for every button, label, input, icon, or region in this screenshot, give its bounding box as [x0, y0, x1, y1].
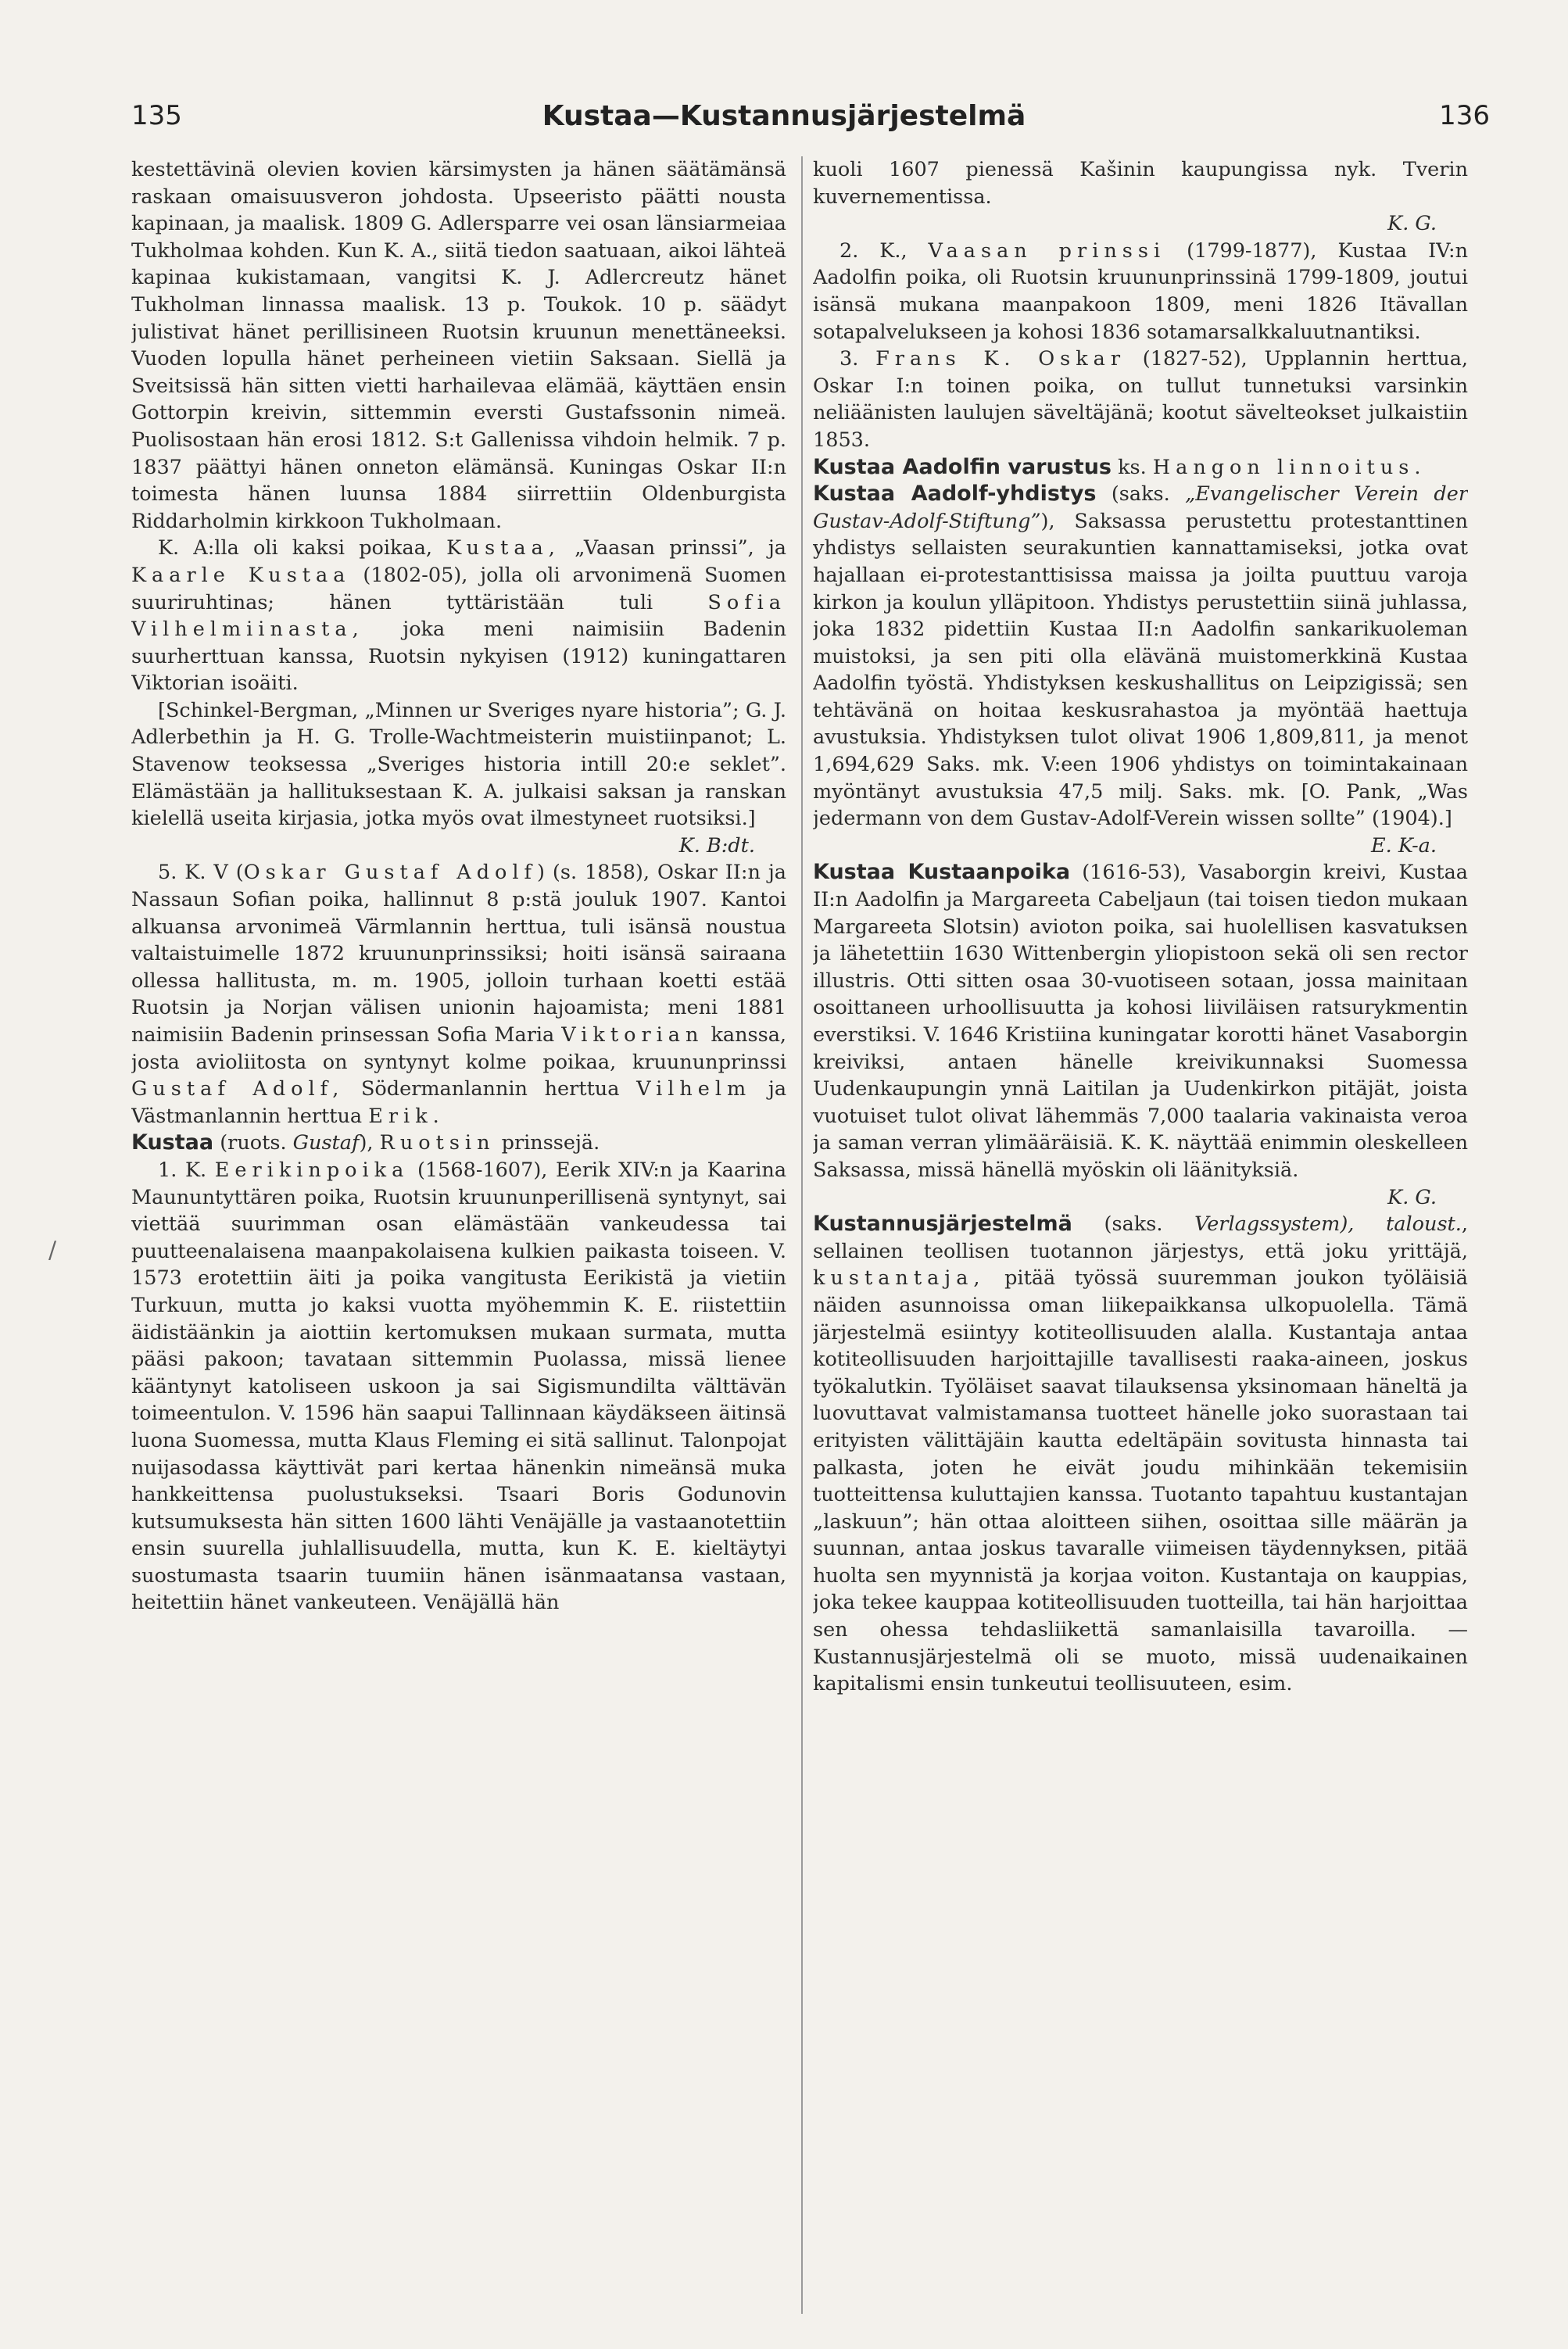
entry-heading: Kustaa Aadolfin varustus	[813, 454, 1112, 479]
entry-kustaa-aadolfin-varustus: Kustaa Aadolfin varustus ks. Hangon linnoitus.	[813, 454, 1427, 479]
paragraph: 2. K., Vaasan prinssi (1799-1877), Kustaa IV:n Aadolfin poika, oli Ruotsin kruununprinssinä 1799-1809, joutui isänsä mukana maanpakoon 1809, meni 1826 Itävallan sotapalvelukseen ja kohosi 1836 sotamarsalkkaluutnantiksi.	[813, 238, 1468, 344]
page-header	[0, 100, 1568, 147]
margin-mark: /	[48, 1237, 57, 1264]
paragraph: 3. Frans K. Oskar (1827-52), Upplannin herttua, Oskar I:n toinen poika, on tullut tunnetuksi varsinkin neliäänisten laulujen säveltäjänä; kootut sävelteokset julkaistiin 1853.	[813, 347, 1468, 452]
entry-kustaa: Kustaa (ruots. Gustaf), Ruotsin prinssejä.	[131, 1130, 600, 1155]
column-divider	[801, 156, 803, 2314]
right-column	[813, 156, 1468, 2322]
paragraph: kestettävinä olevien kovien kärsimysten ja hänen säätämänsä raskaan omaisuusveron johdosta. Upseeristo päätti nousta kapinaan, ja maalisk. 1809 G. Adlersparre vei osan länsiarmeiaa Tukholmaa kohden. Kun K. A., siitä tiedon saatuaan, aikoi lähteä kapinaa kukistamaan, vangitsi K. J. Adlercreutz hänet Tukholman linnassa maalisk. 13 p. Toukok. 10 p. säädyt julistivat hänet perillisineen Ruotsin kruunun menettäneeksi. Vuoden lopulla hänet perheineen vietiin Saksaan. Siellä ja Sveitsissä hän sitten vietti harhailevaa elämää, käyttäen ensin Gottorpin kreivin, sittemmin eversti Gustafssonin nimeä. Puolisostaan hän erosi 1812. S:t Gallenissa vihdoin helmik. 7 p. 1837 päättyi hänen onneton elämänsä. Kuningas Oskar II:n toimesta hänen luunsa 1884 siirrettiin Oldenburgista Riddarholmin kirkkoon Tukholmaan.	[131, 158, 786, 533]
entry-kustaa-aadolf-yhdistys: Kustaa Aadolf-yhdistys (saks. „Evangelischer Verein der Gustav-Adolf-Stiftung”), Saksassa perustettu protestanttinen yhdistys sellaisten seurakuntien kannattamiseksi, jotka ovat hajallaan ei-protestanttisissa maissa ja joilta puuttuu varoja kirkon ja koulun ylläpitoon. Yhdistys perustettiin siinä juhlassa, joka 1832 pidettiin Kustaa II:n Aadolfin sankarikuoleman muistoksi, ja sen piti olla elävänä muistomerkkinä Kustaa Aadolfin työstä. Yhdistyksen keskushallitus on Leipzigissä; sen tehtävänä on hoitaa keskusrahastoa ja myöntää haettuja avustuksia. Yhdistyksen tulot olivat 1906 1,809,811, ja menot 1,694,629 Saks. mk. V:een 1906 yhdistys on toimintakainaan myöntänyt avustuksia 47,5 milj. Saks. mk. [O. Pank, „Was jedermann von dem Gustav-Adolf-Verein wissen sollte” (1904).]	[813, 482, 1468, 831]
paragraph: kuoli 1607 pienessä Kašinin kaupungissa nyk. Tverin kuvernementissa.	[813, 158, 1468, 209]
left-column	[131, 156, 786, 2322]
page-number-right: 136	[1439, 100, 1490, 131]
running-title: Kustaa—Kustannusjärjestelmä	[542, 100, 1026, 132]
paragraph: 1. K. Eerikinpoika (1568-1607), Eerik XIV:n ja Kaarina Maununtyttären poika, Ruotsin kruununperillisenä syntynyt, sai viettää suurimman osan elämästään vankeudessa tai puutteenalaisena maanpakolaisena kulkien paikasta toiseen. V. 1573 erotettiin äiti ja poika vangitusta Eerikistä ja vietiin Turkuun, mutta jo kaksi vuotta myöhemmin K. E. riistettiin äidistäänkin ja aiottiin kertomuksen mukaan surmata, mutta pääsi pakoon; tavataan sittemmin Puolassa, missä lienee kääntynyt katoliseen uskoon ja sai Sigismundilta välttävän toimeentulon. V. 1596 hän saapui Tallinnaan käydäkseen äitinsä luona Suomessa, mutta Klaus Fleming ei sitä sallinut. Talonpojat nuijasodassa käyttivät pari kertaa hänenkin nimeänsä muka hankkeittensa puolustukseksi. Tsaari Boris Godunovin kutsumuksesta hän sitten 1600 lähti Venäjälle ja vastaanotettiin ensin suurella juhlallisuudella, mutta, kun K. E. kieltäytyi suostumasta tsaarin tuumiin hänen isänmaatansa vastaan, heitettiin hänet vankeuteen. Venäjällä hän	[131, 1158, 786, 1615]
entry-heading: Kustaa	[131, 1130, 214, 1155]
signature: K. B:dt.	[678, 833, 755, 858]
paragraph: 5. K. V (Oskar Gustaf Adolf) (s. 1858), Oskar II:n ja Nassaun Sofian poika, hallinnut 8 p:stä jouluk 1907. Kantoi alkuansa arvonimeä Värmlannin herttua, tuli isänsä noustua valtaistuimelle 1872 kruununprinssiksi; hoiti isänsä sairaana ollessa hallitusta, m. m. 1905, jolloin turhaan koetti estää Ruotsin ja Norjan välisen unionin hajoamista; meni 1881 naimisiin Badenin prinsessan Sofia Maria Viktorian kanssa, josta avioliitosta on syntynyt kolme poikaa, kruununprinssi Gustaf Adolf, Södermanlannin herttua Vilhelm ja Västmanlannin herttua Erik.	[131, 861, 786, 1128]
entry-heading: Kustaa Aadolf-yhdistys	[813, 482, 1097, 507]
signature: K. G.	[1387, 212, 1437, 236]
entry-kustaa-kustaanpoika: Kustaa Kustaanpoika (1616-53), Vasaborgin kreivi, Kustaa II:n Aadolfin ja Margareeta Cabeljaun (tai toisen tiedon mukaan Margareeta Slotsin) avioton poika, sai huolellisen kasvatuksen ja lähetettiin 1630 Wittenbergin yliopistoon sekä oli sen rector illustris. Otti sitten osaa 30-vuotiseen sotaan, jossa mainitaan osoittaneen urhoollisuutta ja kohosi liiviläisen ratsurykmentin everstiksi. V. 1646 Kristiina kuningatar korotti hänet Vasaborgin kreiviksi, antaen hänelle kreivikunnaksi Suomessa Uudenkaupungin ynnä Laitilan ja Uudenkirkon pitäjät, joista vuotuiset tulot olivat lähemmäs 7,000 taalaria vakinaista veroa ja saman verran ylimääräisiä. K. K. näyttää enimmin oleskelleen Saksassa, missä hänellä myöskin oli läänityksiä.	[813, 860, 1468, 1182]
paragraph: K. A:lla oli kaksi poikaa, Kustaa, „Vaasan prinssi”, ja Kaarle Kustaa (1802-05), jolla oli arvonimenä Suomen suuriruhtinas; hänen tyttäristään tuli Sofia Vilhelmiinasta, joka meni naimisiin Badenin suurherttuan kanssa, Ruotsin nykyisen (1912) kuningattaren Viktorian isoäiti.	[131, 536, 786, 696]
entry-heading: Kustannusjärjestelmä	[813, 1212, 1072, 1237]
entry-heading: Kustaa Kustaanpoika	[813, 860, 1071, 885]
page-number-left: 135	[131, 100, 182, 131]
signature: E. K-a.	[1371, 833, 1437, 858]
entry-kustannusjarjestelma: Kustannusjärjestelmä (saks. Verlagssystem), taloust., sellainen teollisen tuotannon järjestys, että joku yrittäjä, kustantaja, pitää työssä suuremman joukon työläisiä näiden asunnoissa oman liikepaikkansa ulkopuolella. Tämä järjestelmä esiintyy kotiteollisuuden alalla. Kustantaja antaa kotiteollisuuden harjoittajille tavallisesti raaka-aineen, joskus työkalutkin. Työläiset saavat tilauksensa yksinomaan häneltä ja luovuttavat valmistamansa tuotteet hänelle joko suorastaan tai erityisten välittäjäin kautta edeltäpäin sovitusta hinnasta tai palkasta, joten he eivät joudu mihinkään tekemisiin tuotteittensa kuluttajien kanssa. Tuotanto tapahtuu kustantajan „laskuun”; hän ottaa aloitteen siihen, osoittaa sille määrän ja suunnan, antaa joskus tavaralle viimeisen täydennyksen, pitää huolta sen myynnistä ja korjaa voiton. Kustantaja on kauppias, joka tekee kauppaa kotiteollisuuden tuotteilla, tai hän harjoittaa sen ohessa tehdasliikettä samanlaisilla tavaroilla. — Kustannusjärjestelmä oli se muoto, missä uudenaikainen kapitalismi ensin tunkeutui teollisuuteen, esim.	[813, 1212, 1468, 1696]
signature: K. G.	[1387, 1185, 1437, 1209]
references: [Schinkel-Bergman, „Minnen ur Sveriges nyare historia”; G. J. Adlerbethin ja H. G. Trolle-Wachtmeisterin muistiinpanot; L. Stavenow teoksessa „Sveriges historia intill 20:e seklet”. Elämästään ja hallituksestaan K. A. julkaisi saksan ja ranskan kielellä useita kirjasia, jotka myös ovat ilmestyneet ruotsiksi.]	[131, 698, 786, 831]
